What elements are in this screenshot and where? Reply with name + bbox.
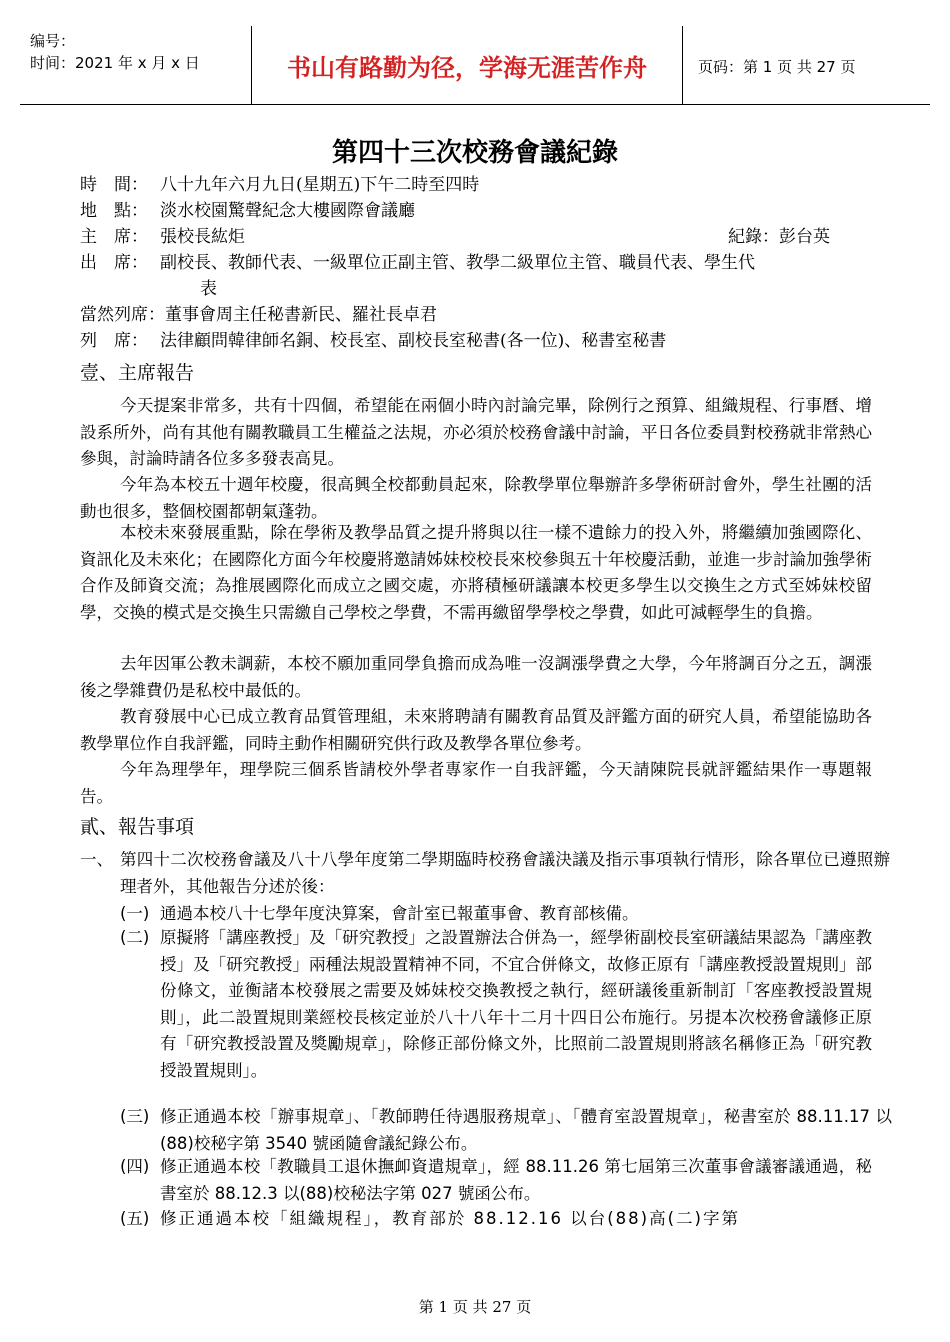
meta-attend: 出 席： 副校長、教師代表、一級單位正副主管、教學二級單位主管、職員代表、學生代 xyxy=(80,253,755,273)
meta-time: 時 間： 八十九年六月九日(星期五)下午二時至四時 xyxy=(80,175,480,195)
meeting-meta xyxy=(80,172,880,354)
paragraph: 今天提案非常多，共有十四個，希望能在兩個小時內討論完畢，除例行之預算、組織規程、行事曆、增設系所外，尚有其他有關教職員工生權益之法規，亦必須於校務會議中討論，平日各位委員對校務就非常熱心參與，討論時請各位多多發表高見。 xyxy=(80,396,872,468)
meta-chair: 主 席： 張校長紘炬 紀錄：彭台英 xyxy=(80,224,880,250)
paragraph: 本校未來發展重點，除在學術及教學品質之提升將與以往一樣不遺餘力的投入外，將繼續加強國際化、資訊化及未來化；在國際化方面今年校慶將邀請姊妹校校長來校參與五十年校慶活動，並進一步討論加強學術合作及師資交流；為推展國際化而成立之國交處，亦將積極研議讓本校更多學生以交換生之方式至姊妹校留學，交換的模式是交換生只需繳自己學校之學費，不需再繳留學學校之學費，如此可減輕學生的負擔。 xyxy=(80,523,872,622)
document-title: 第四十三次校務會議紀錄 xyxy=(331,138,618,168)
page-header xyxy=(20,18,930,105)
sub-item-3: (三) 修正通過本校「辦事規章」、「教師聘任待遇服務規章」、「體育室設置規章」，秘書室於 88.11.17 以(88)校秘字第 3540 號函隨會議紀錄公布。 xyxy=(120,1107,892,1153)
meta-observer: 列 席： 法律顧問韓律師名銅、校長室、副校長室秘書(各一位)、秘書室秘書 xyxy=(80,331,667,351)
meta-attend-cont: 表 xyxy=(200,279,217,299)
meta-recorder: 紀錄：彭台英 xyxy=(728,227,830,247)
paragraph: 去年因軍公教未調薪，本校不願加重同學負擔而成為唯一沒調漲學費之大學，今年將調百分之五，調漲後之學雜費仍是私校中最低的。 xyxy=(80,654,872,700)
number-label: 编号： xyxy=(30,32,76,50)
sub-item-1: (一) 通過本校八十七學年度決算案，會計室已報董事會、教育部核備。 xyxy=(120,904,639,923)
paragraph: 今年為本校五十週年校慶，很高興全校都動員起來，除教學單位舉辦許多學術研討會外，學生社團的活動也很多，整個校園都朝氣蓬勃。 xyxy=(80,475,872,521)
time-label: 时间：2021 年 x 月 x 日 xyxy=(30,54,200,72)
section-2-title: 貳、報告事項 xyxy=(80,816,195,838)
sub-item-2: (二) 原擬將「講座教授」及「研究教授」之設置辦法合併為一，經學術副校長室研議結果認為「講座教授」及「研究教授」兩種法規設置精神不同，不宜合併條文，故修正原有「講座教授設置規則」部份條文，並衡諸本校發展之需要及姊妹校交換教授之執行，經研議後重新制訂「客座教授設置規則」，此二設置規則業經校長核定並於八十八年十二月十四日公布施行。另提本次校務會議修正原有「研究教授設置及獎勵規章」，除修正部份條文外，比照前二設置規則將該名稱修正為「研究教授設置規則」。 xyxy=(120,928,872,1080)
meta-place: 地 點： 淡水校園驚聲紀念大樓國際會議廳 xyxy=(80,201,415,221)
sub-item-4: (四) 修正通過本校「教職員工退休撫卹資遣規章」，經 88.11.26 第七屆第三次董事會議審議通過，秘書室於 88.12.3 以(88)校秘法字第 027 號函公布。 xyxy=(120,1157,872,1203)
header-left xyxy=(30,30,200,74)
list-item-1: 一、 第四十二次校務會議及八十八學年度第二學期臨時校務會議決議及指示事項執行情形，除各單位已遵照辦理者外，其他報告分述於後： xyxy=(80,850,890,896)
paragraph: 教育發展中心已成立教育品質管理組，未來將聘請有關教育品質及評鑑方面的研究人員，希望能協助各教學單位作自我評鑑，同時主動作相關研究供行政及教學各單位參考。 xyxy=(80,707,872,753)
paragraph: 今年為理學年，理學院三個系皆請校外學者專家作一自我評鑑，今天請陳院長就評鑑結果作一專題報告。 xyxy=(80,760,872,806)
sub-item-5: (五) 修正通過本校「組織規程」，教育部於 88.12.16 以台(88)高(二)字第 xyxy=(120,1209,740,1228)
meta-exofficio: 當然列席： 董事會周主任秘書新民、羅社長卓君 xyxy=(80,305,437,325)
header-slogan: 书山有路勤为径，学海无涯苦作舟 xyxy=(251,26,683,104)
page-footer: 第 1 页 共 27 页 xyxy=(418,1298,532,1316)
section-1-title: 壹、主席報告 xyxy=(80,362,195,384)
header-page-info: 页码：第 1 页 共 27 页 xyxy=(698,58,856,76)
